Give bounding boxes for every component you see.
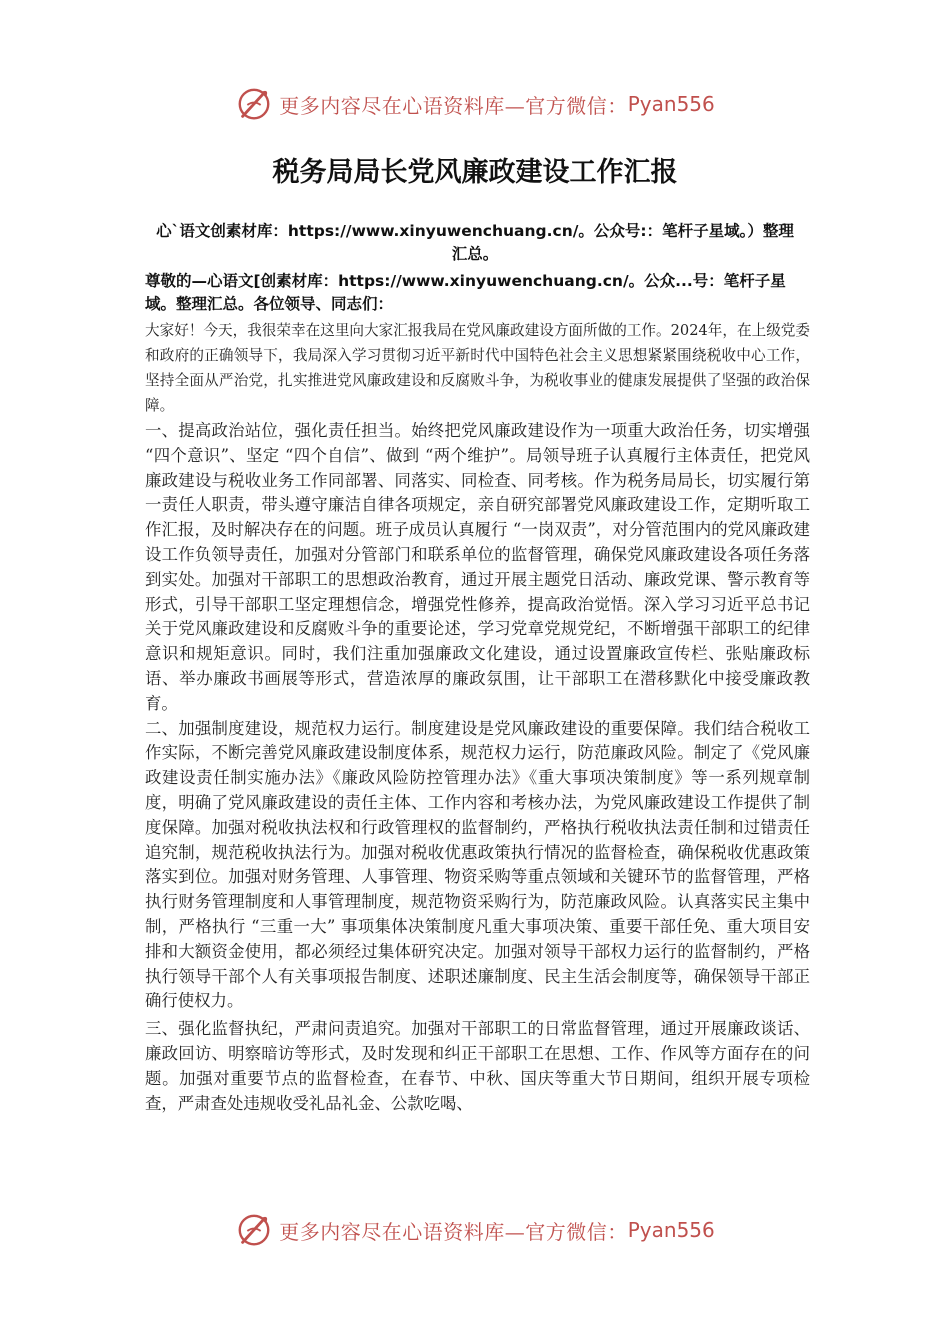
header-banner bbox=[0, 82, 950, 126]
document-subtitle: 心`语文创素材库：https://www.xinyuwenchuang.cn/。公众号:：笔杆子星域。）整理汇总。 bbox=[156, 222, 794, 263]
wechat-id: Pyan556 bbox=[627, 92, 715, 116]
document-body bbox=[145, 318, 810, 1116]
document-title: 税务局局长党风廉政建设工作汇报 bbox=[272, 157, 678, 188]
paragraph-section-2: 二、加强制度建设，规范权力运行。制度建设是党风廉政建设的重要保障。我们结合税收工作实际，不断完善党风廉政建设制度体系，规范权力运行，防范廉政风险。制定了《党风廉政建设责任制实施办法》《廉政风险防控管理办法》《重大事项决策制度》等一系列规章制度，明确了党风廉政建设的责任主体、工作内容和考核办法，为党风廉政建设工作提供了制度保障。加强对税收执法权和行政管理权的监督制约，严格执行税收执法责任制和过错责任追究制，规范税收执法行为。加强对税收优惠政策执行情况的监督检查，确保税收优惠政策落实到位。加强对财务管理、人事管理、物资采购等重点领域和关键环节的监督管理，严格执行财务管理制度和人事管理制度，规范物资采购行为，防范廉政风险。认真落实民主集中制，严格执行 “三重一大” 事项集体决策制度凡重大事项决策、重要干部任免、重大项目安排和大额资金使用，都必须经过集体研究决定。加强对领导干部权力运行的监督制约，严格执行领导干部个人有关事项报告制度、述职述廉制度、民主生活会制度等，确保领导干部正确行使权力。 bbox=[145, 718, 810, 1011]
greeting: 尊敬的—心语文[创素材库：https://www.xinyuwenchuang.cn/。公众...号：笔杆子星域。整理汇总。各位领导、同志们： bbox=[145, 272, 786, 313]
paragraph-intro: 大家好！今天，我很荣幸在这里向大家汇报我局在党风廉政建设方面所做的工作。2024年，在上级党委和政府的正确领导下，我局深入学习贯彻习近平新时代中国特色社会主义思想紧紧围绕税收中心工作，坚持全面从严治党，扎实推进党风廉政建设和反腐败斗争，为税收事业的健康发展提供了坚强的政治保障。 bbox=[145, 322, 810, 414]
brush-logo-icon bbox=[235, 85, 273, 123]
wechat-id: Pyan556 bbox=[627, 1218, 715, 1242]
paragraph-section-3: 三、强化监督执纪，严肃问责追究。加强对干部职工的日常监督管理，通过开展廉政谈话、廉政回访、明察暗访等形式，及时发现和纠正干部职工在思想、工作、作风等方面存在的问题。加强对重要节点的监督检查，在春节、中秋、国庆等重大节日期间，组织开展专项检查，严肃查处违规收受礼品礼金、公款吃喝、 bbox=[145, 1019, 810, 1113]
footer-banner bbox=[0, 1208, 950, 1252]
brush-logo-icon bbox=[235, 1211, 273, 1249]
banner-text: 更多内容尽在心语资料库—官方微信： bbox=[279, 1219, 628, 1244]
paragraph-section-1: 一、提高政治站位，强化责任担当。始终把党风廉政建设作为一项重大政治任务，切实增强 “四个意识”、坚定 “四个自信”、做到 “两个维护”。局领导班子认真履行主体责任，把党风廉政建设与税收业务工作同部署、同落实、同检查、同考核。作为税务局局长，切实履行第一责任人职责，带头遵守廉洁自律各项规定，亲自研究部署党风廉政建设工作，定期听取工作汇报，及时解决存在的问题。班子成员认真履行 “一岗双责”，对分管范围内的党风廉政建设工作负领导责任，加强对分管部门和联系单位的监督管理，确保党风廉政建设各项任务落到实处。加强对干部职工的思想政治教育，通过开展主题党日活动、廉政党课、警示教育等形式，引导干部职工坚定理想信念，增强党性修养，提高政治觉悟。深入学习习近平总书记关于党风廉政建设和反腐败斗争的重要论述，学习党章党规党纪，不断增强干部职工的纪律意识和规矩意识。同时，我们注重加强廉政文化建设，通过设置廉政宣传栏、张贴廉政标语、举办廉政书画展等形式，营造浓厚的廉政氛围，让干部职工在潜移默化中接受廉政教育。 bbox=[145, 421, 810, 713]
banner-text: 更多内容尽在心语资料库—官方微信： bbox=[279, 93, 628, 118]
